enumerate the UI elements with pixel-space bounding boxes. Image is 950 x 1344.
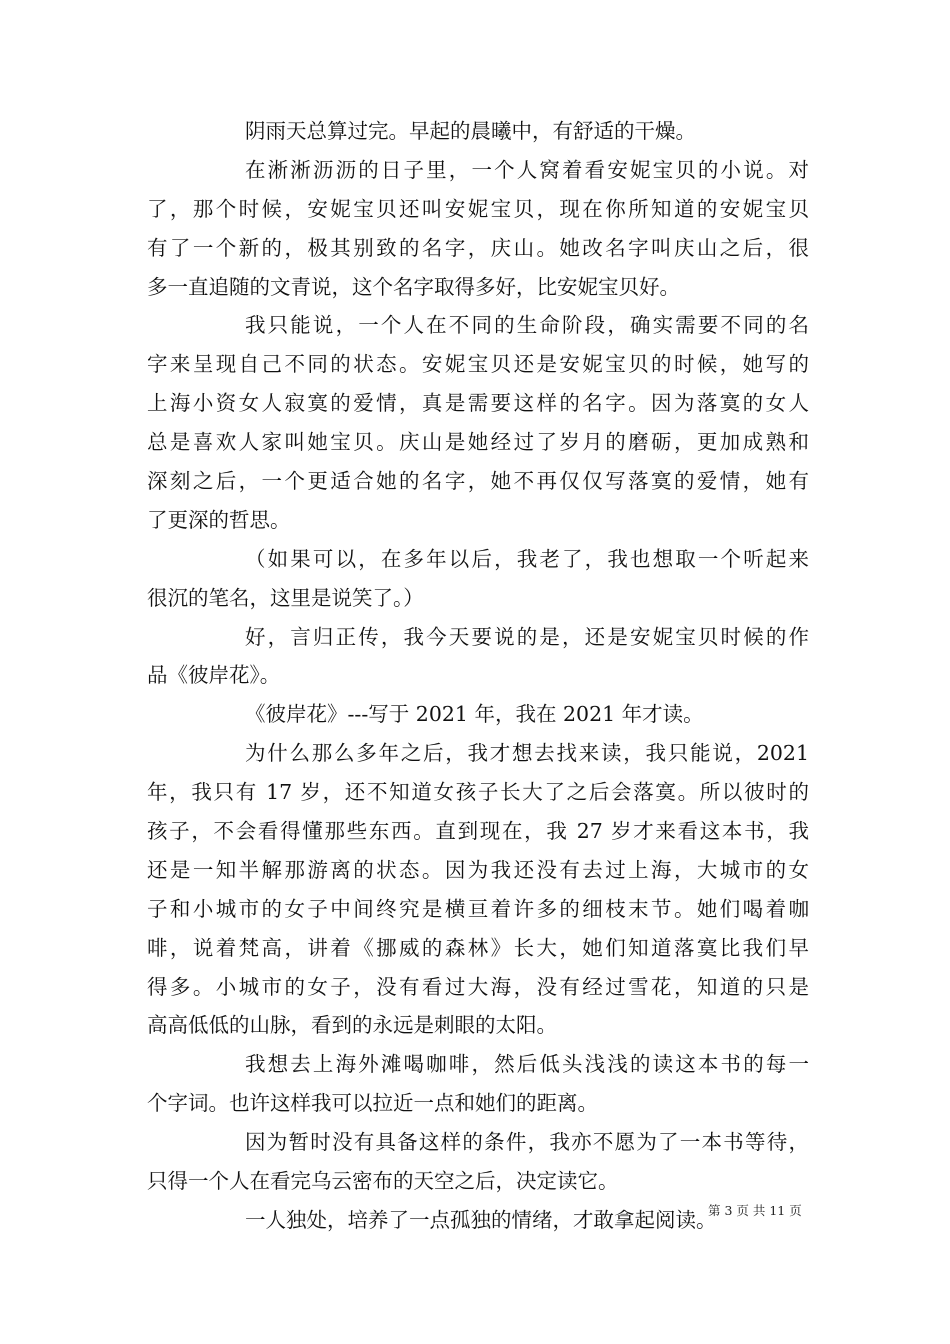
- text-line: 还是一知半解那游离的状态。因为我还没有去过上海，大城市的女: [147, 857, 809, 882]
- text-line: 了，那个时候，安妮宝贝还叫安妮宝贝，现在你所知道的安妮宝贝: [147, 196, 809, 221]
- article-body: [147, 112, 809, 1240]
- text-line: 字来呈现自己不同的状态。安妮宝贝还是安妮宝贝的时候，她写的: [147, 352, 809, 377]
- text-line: 啡，说着梵高，讲着《挪威的森林》长大，她们知道落寞比我们早: [147, 935, 809, 960]
- text-line: 在淅淅沥沥的日子里，一个人窝着看安妮宝贝的小说。对: [245, 157, 809, 182]
- text-line: 年，我只有 17 岁，还不知道女孩子长大了之后会落寞。所以彼时的: [147, 780, 809, 805]
- text-line: 有了一个新的，极其别致的名字，庆山。她改名字叫庆山之后，很: [147, 235, 809, 260]
- text-line: 《彼岸花》---写于 2021 年，我在 2021 年才读。: [245, 702, 704, 727]
- text-line: 阴雨天总算过完。早起的晨曦中，有舒适的干燥。: [245, 119, 696, 143]
- text-line: 我只能说，一个人在不同的生命阶段，确实需要不同的名: [245, 313, 809, 338]
- text-line: 因为暂时没有具备这样的条件，我亦不愿为了一本书等待，: [245, 1130, 809, 1155]
- text-line: 上海小资女人寂寞的爱情，真是需要这样的名字。因为落寞的女人: [147, 391, 809, 416]
- text-line: 多一直追随的文青说，这个名字取得多好，比安妮宝贝好。: [147, 274, 680, 299]
- text-line: 总是喜欢人家叫她宝贝。庆山是她经过了岁月的磨砺，更加成熟和: [147, 430, 809, 455]
- text-line: 深刻之后，一个更适合她的名字，她不再仅仅写落寞的爱情，她有: [147, 469, 809, 494]
- text-line: （如果可以，在多年以后，我老了，我也想取一个听起来: [245, 546, 809, 571]
- text-line: 子和小城市的女子中间终究是横亘着许多的细枝末节。她们喝着咖: [147, 896, 809, 921]
- text-line: 为什么那么多年之后，我才想去找来读，我只能说，2021: [245, 741, 809, 766]
- text-line: 品《彼岸花》。: [147, 663, 281, 688]
- text-line: 个字词。也许这样我可以拉近一点和她们的距离。: [147, 1091, 598, 1116]
- text-line: 很沉的笔名，这里是说笑了。）: [147, 585, 424, 610]
- page-number: 第 3 页 共 11 页: [708, 1203, 802, 1218]
- text-line: 孩子，不会看得懂那些东西。直到现在，我 27 岁才来看这本书，我: [147, 819, 809, 844]
- text-line: 一人独处，培养了一点孤独的情绪，才敢拿起阅读。: [245, 1207, 717, 1232]
- text-line: 只得一个人在看完乌云密布的天空之后，决定读它。: [147, 1169, 619, 1194]
- text-line: 好，言归正传，我今天要说的是，还是安妮宝贝时候的作: [245, 624, 809, 649]
- text-line: 高高低低的山脉，看到的永远是刺眼的太阳。: [147, 1013, 557, 1038]
- text-line: 我想去上海外滩喝咖啡，然后低头浅浅的读这本书的每一: [245, 1052, 809, 1077]
- text-line: 得多。小城市的女子，没有看过大海，没有经过雪花，知道的只是: [147, 974, 809, 999]
- text-line: 了更深的哲思。: [147, 507, 291, 532]
